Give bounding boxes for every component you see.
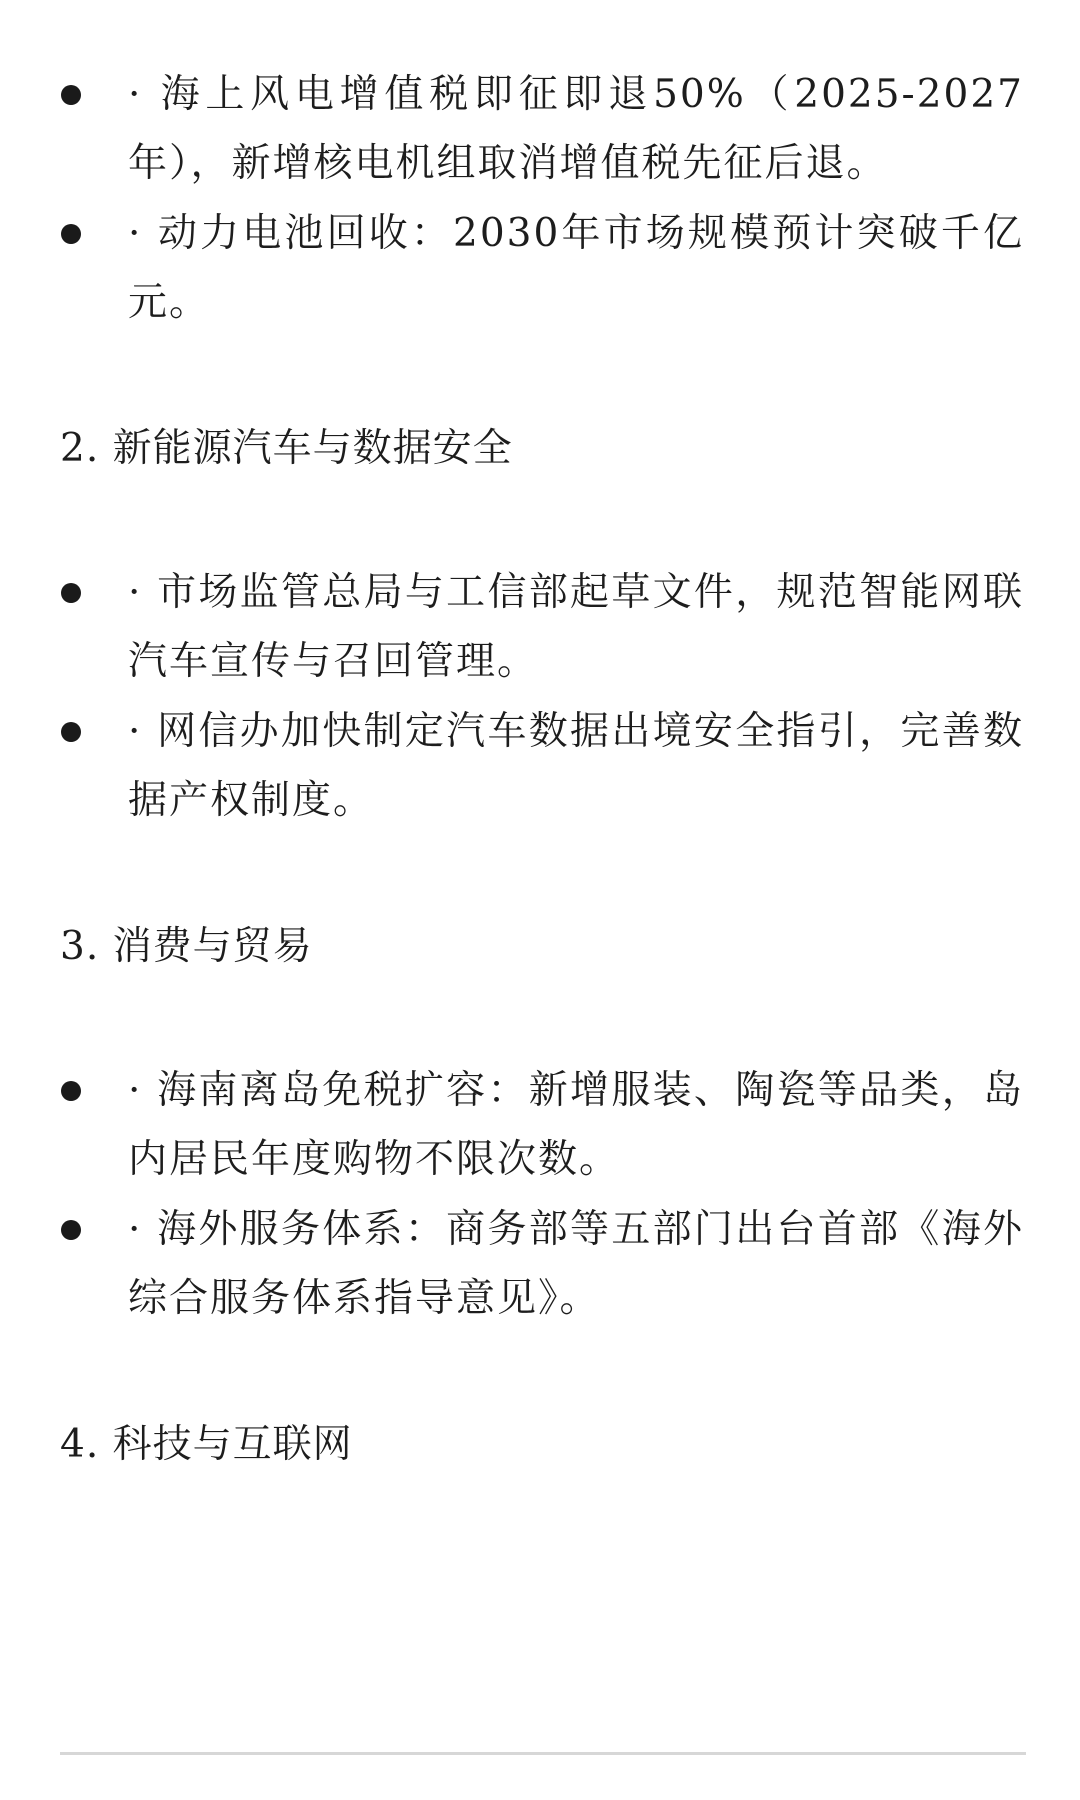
section-heading: 3. 消费与贸易 [60, 924, 313, 969]
list-item-text: · 网信办加快制定汽车数据出境安全指引，完善数据产权制度。 [128, 709, 1024, 823]
list-item-text: · 海南离岛免税扩容：新增服装、陶瓷等品类，岛内居民年度购物不限次数。 [128, 1068, 1024, 1182]
bullet-dot-icon [61, 583, 81, 603]
section-heading: 4. 科技与互联网 [60, 1422, 353, 1467]
list-item-text: · 海外服务体系：商务部等五部门出台首部《海外综合服务体系指导意见》。 [128, 1207, 1024, 1321]
section-heading: 2. 新能源汽车与数据安全 [60, 426, 513, 471]
divider [60, 1752, 1026, 1755]
bullet-dot-icon [61, 224, 81, 244]
list-item-text: · 海上风电增值税即征即退50%（2025-2027年），新增核电机组取消增值税先征后退。 [128, 72, 1024, 186]
bullet-dot-icon [61, 1220, 81, 1240]
bullet-dot-icon [61, 1081, 81, 1101]
bullet-dot-icon [61, 722, 81, 742]
list-item-text: · 动力电池回收：2030年市场规模预计突破千亿元。 [128, 211, 1024, 325]
bullet-dot-icon [61, 85, 81, 105]
list-item-text: · 市场监管总局与工信部起草文件，规范智能网联汽车宣传与召回管理。 [128, 570, 1024, 684]
